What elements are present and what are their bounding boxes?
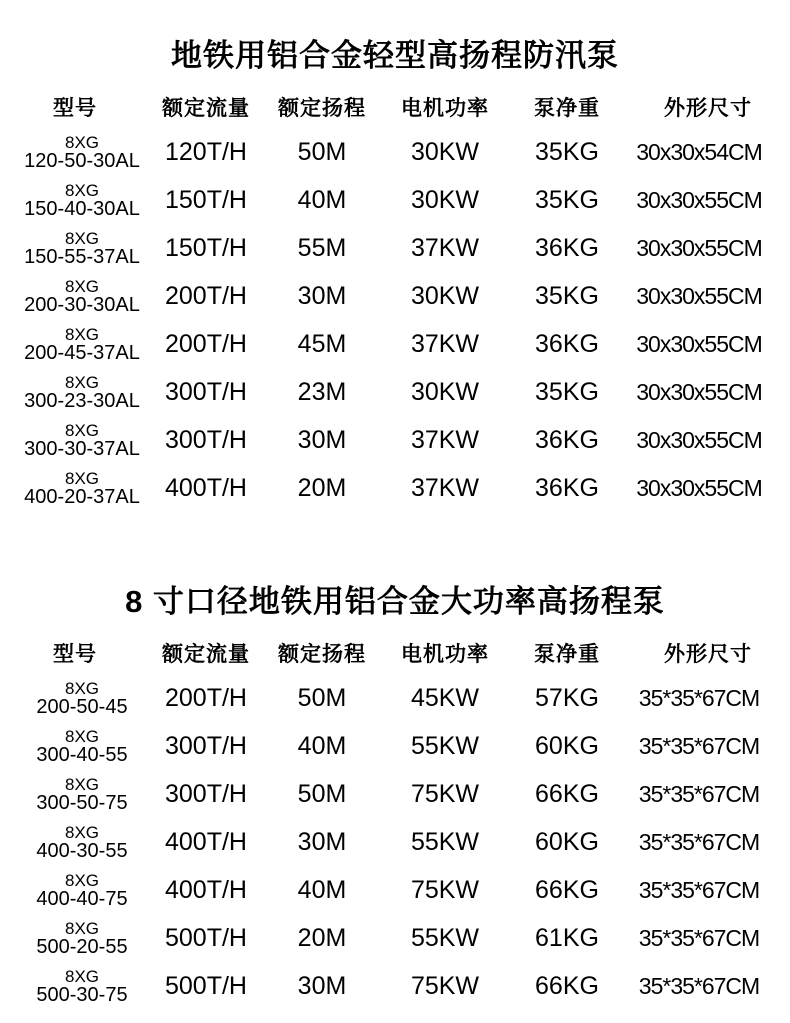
net-weight-cell: 66KG — [535, 971, 599, 1000]
rated-head-cell: 50M — [297, 779, 347, 808]
table-row — [0, 962, 790, 1010]
model-code: 400-20-37AL — [24, 485, 140, 508]
column-header: 额定流量 — [162, 643, 250, 666]
rated-head-cell: 20M — [297, 473, 347, 502]
net-weight-cell: 35KG — [535, 281, 599, 310]
net-weight-cell: 35KG — [535, 137, 599, 166]
dimensions-cell: 35*35*67CM — [638, 972, 760, 999]
model-cell — [0, 770, 150, 818]
table-row — [0, 818, 790, 866]
column-header: 外形尺寸 — [664, 643, 752, 666]
net-weight-cell: 60KG — [535, 827, 599, 856]
rated-head-cell: 55M — [297, 233, 347, 262]
table-title: 地铁用铝合金轻型高扬程防汛泵 — [171, 38, 619, 73]
table-row — [0, 464, 790, 512]
model-series: 8XG — [64, 966, 100, 986]
motor-power-cell: 55KW — [410, 827, 480, 856]
dimensions-cell: 35*35*67CM — [638, 780, 760, 807]
rated-head-cell: 30M — [297, 971, 347, 1000]
table-title: 8 寸口径地铁用铝合金大功率高扬程泵 — [125, 584, 665, 619]
table-row — [0, 272, 790, 320]
model-code: 300-50-75 — [36, 791, 128, 814]
model-cell — [0, 128, 150, 176]
header-row — [0, 628, 790, 674]
table-row — [0, 368, 790, 416]
model-series: 8XG — [64, 822, 100, 842]
motor-power-cell: 75KW — [410, 971, 480, 1000]
table-row — [0, 722, 790, 770]
model-cell — [0, 674, 150, 722]
column-header: 额定扬程 — [278, 643, 366, 666]
model-code: 500-30-75 — [36, 983, 128, 1006]
model-cell — [0, 368, 150, 416]
motor-power-cell: 55KW — [410, 923, 480, 952]
model-code: 200-30-30AL — [24, 293, 140, 316]
rated-flow-cell: 150T/H — [165, 185, 247, 214]
column-header: 型号 — [53, 97, 97, 120]
net-weight-cell: 35KG — [535, 377, 599, 406]
spec-section-light-pump — [0, 36, 790, 512]
spec-table — [0, 628, 790, 1010]
rated-flow-cell: 400T/H — [165, 875, 247, 904]
model-cell — [0, 224, 150, 272]
model-code: 400-40-75 — [36, 887, 128, 910]
model-series: 8XG — [64, 132, 100, 152]
model-code: 300-30-37AL — [24, 437, 140, 460]
net-weight-cell: 60KG — [535, 731, 599, 760]
dimensions-cell: 35*35*67CM — [638, 684, 760, 711]
motor-power-cell: 75KW — [410, 779, 480, 808]
motor-power-cell: 30KW — [410, 377, 480, 406]
net-weight-cell: 35KG — [535, 185, 599, 214]
model-cell — [0, 866, 150, 914]
model-cell — [0, 818, 150, 866]
model-series: 8XG — [64, 870, 100, 890]
rated-head-cell: 40M — [297, 185, 347, 214]
rated-flow-cell: 300T/H — [165, 731, 247, 760]
rated-head-cell: 30M — [297, 827, 347, 856]
net-weight-cell: 36KG — [535, 425, 599, 454]
column-header: 电机功率 — [401, 97, 489, 120]
model-cell — [0, 320, 150, 368]
rated-flow-cell: 300T/H — [165, 425, 247, 454]
model-code: 200-50-45 — [36, 695, 128, 718]
model-cell — [0, 272, 150, 320]
dimensions-cell: 35*35*67CM — [638, 924, 760, 951]
net-weight-cell: 36KG — [535, 329, 599, 358]
table-row — [0, 176, 790, 224]
rated-flow-cell: 400T/H — [165, 473, 247, 502]
column-header: 电机功率 — [401, 643, 489, 666]
column-header: 外形尺寸 — [664, 97, 752, 120]
model-code: 300-23-30AL — [24, 389, 140, 412]
motor-power-cell: 37KW — [410, 329, 480, 358]
dimensions-cell: 35*35*67CM — [638, 876, 760, 903]
model-series: 8XG — [64, 228, 100, 248]
rated-head-cell: 45M — [297, 329, 347, 358]
model-series: 8XG — [64, 918, 100, 938]
model-cell — [0, 962, 150, 1010]
motor-power-cell: 37KW — [410, 233, 480, 262]
model-series: 8XG — [64, 468, 100, 488]
model-series: 8XG — [64, 420, 100, 440]
rated-flow-cell: 500T/H — [165, 971, 247, 1000]
column-header: 泵净重 — [534, 643, 600, 666]
motor-power-cell: 30KW — [410, 281, 480, 310]
rated-head-cell: 20M — [297, 923, 347, 952]
model-cell — [0, 722, 150, 770]
dimensions-cell: 30x30x54CM — [636, 138, 762, 165]
column-header: 额定扬程 — [278, 97, 366, 120]
header-row — [0, 82, 790, 128]
spec-table — [0, 82, 790, 512]
model-series: 8XG — [64, 180, 100, 200]
rated-flow-cell: 300T/H — [165, 377, 247, 406]
motor-power-cell: 55KW — [410, 731, 480, 760]
motor-power-cell: 75KW — [410, 875, 480, 904]
dimensions-cell: 30x30x55CM — [636, 234, 762, 261]
rated-flow-cell: 200T/H — [165, 683, 247, 712]
model-code: 200-45-37AL — [24, 341, 140, 364]
rated-head-cell: 30M — [297, 425, 347, 454]
rated-flow-cell: 500T/H — [165, 923, 247, 952]
net-weight-cell: 66KG — [535, 779, 599, 808]
motor-power-cell: 30KW — [410, 185, 480, 214]
model-code: 500-20-55 — [36, 935, 128, 958]
rated-head-cell: 30M — [297, 281, 347, 310]
net-weight-cell: 36KG — [535, 233, 599, 262]
model-series: 8XG — [64, 276, 100, 296]
model-code: 150-55-37AL — [24, 245, 140, 268]
rated-head-cell: 50M — [297, 137, 347, 166]
motor-power-cell: 30KW — [410, 137, 480, 166]
net-weight-cell: 61KG — [535, 923, 599, 952]
table-row — [0, 770, 790, 818]
net-weight-cell: 66KG — [535, 875, 599, 904]
rated-head-cell: 40M — [297, 875, 347, 904]
motor-power-cell: 37KW — [410, 473, 480, 502]
table-row — [0, 866, 790, 914]
model-series: 8XG — [64, 324, 100, 344]
model-series: 8XG — [64, 726, 100, 746]
model-cell — [0, 176, 150, 224]
model-code: 300-40-55 — [36, 743, 128, 766]
model-code: 120-50-30AL — [24, 149, 140, 172]
rated-head-cell: 50M — [297, 683, 347, 712]
dimensions-cell: 30x30x55CM — [636, 186, 762, 213]
rated-flow-cell: 400T/H — [165, 827, 247, 856]
model-cell — [0, 416, 150, 464]
rated-flow-cell: 300T/H — [165, 779, 247, 808]
model-code: 400-30-55 — [36, 839, 128, 862]
table-row — [0, 224, 790, 272]
column-header: 额定流量 — [162, 97, 250, 120]
table-row — [0, 320, 790, 368]
dimensions-cell: 35*35*67CM — [638, 732, 760, 759]
net-weight-cell: 36KG — [535, 473, 599, 502]
spec-section-high-power-pump — [0, 582, 790, 1010]
model-cell — [0, 914, 150, 962]
rated-flow-cell: 120T/H — [165, 137, 247, 166]
motor-power-cell: 45KW — [410, 683, 480, 712]
rated-flow-cell: 200T/H — [165, 281, 247, 310]
motor-power-cell: 37KW — [410, 425, 480, 454]
table-row — [0, 674, 790, 722]
dimensions-cell: 35*35*67CM — [638, 828, 760, 855]
net-weight-cell: 57KG — [535, 683, 599, 712]
rated-head-cell: 23M — [297, 377, 347, 406]
table-row — [0, 128, 790, 176]
model-series: 8XG — [64, 774, 100, 794]
dimensions-cell: 30x30x55CM — [636, 474, 762, 501]
dimensions-cell: 30x30x55CM — [636, 330, 762, 357]
table-row — [0, 914, 790, 962]
column-header: 泵净重 — [534, 97, 600, 120]
rated-head-cell: 40M — [297, 731, 347, 760]
rated-flow-cell: 150T/H — [165, 233, 247, 262]
model-cell — [0, 464, 150, 512]
column-header: 型号 — [53, 643, 97, 666]
model-code: 150-40-30AL — [24, 197, 140, 220]
model-series: 8XG — [64, 372, 100, 392]
dimensions-cell: 30x30x55CM — [636, 426, 762, 453]
dimensions-cell: 30x30x55CM — [636, 282, 762, 309]
dimensions-cell: 30x30x55CM — [636, 378, 762, 405]
model-series: 8XG — [64, 678, 100, 698]
table-row — [0, 416, 790, 464]
rated-flow-cell: 200T/H — [165, 329, 247, 358]
